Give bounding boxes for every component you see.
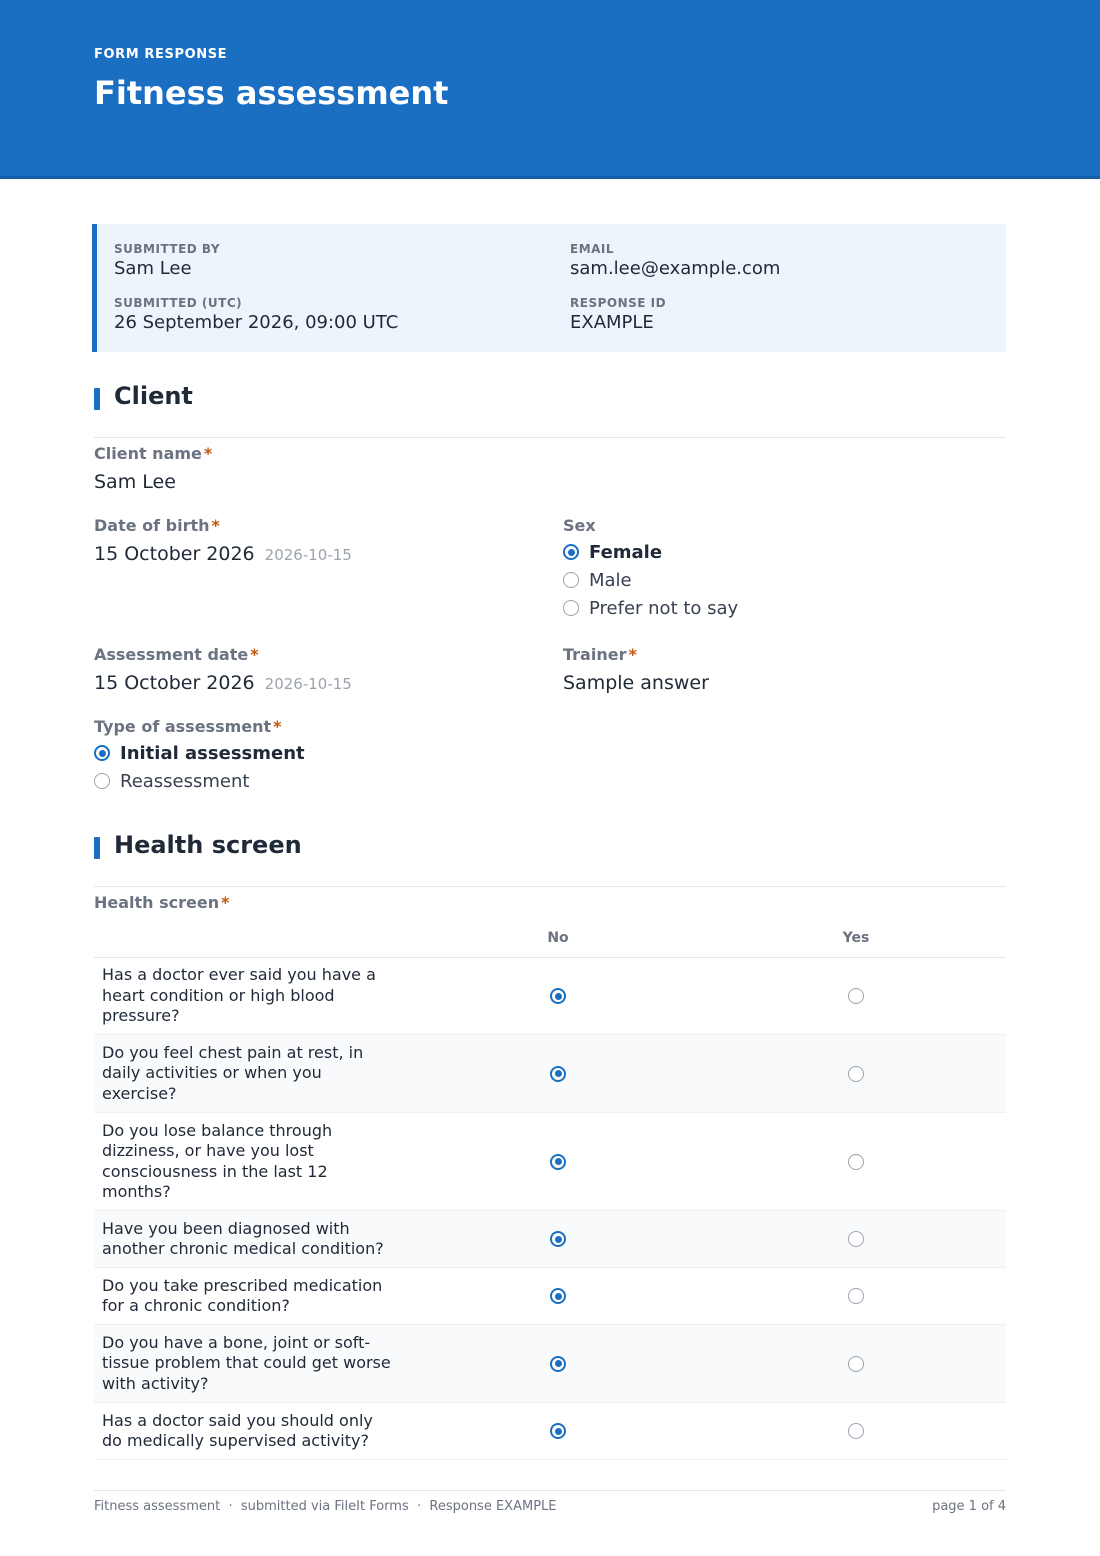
radio-empty-icon	[848, 988, 864, 1004]
assessment-date-value: 15 October 2026	[94, 672, 255, 694]
answer-no-radio[interactable]	[550, 1356, 566, 1372]
submitted-time-label: SUBMITTED (UTC)	[114, 296, 243, 310]
radio-empty-icon	[848, 1356, 864, 1372]
answer-no-radio[interactable]	[550, 1288, 566, 1304]
answer-yes-radio[interactable]	[848, 1231, 864, 1247]
response-id-label: RESPONSE ID	[570, 296, 667, 310]
answer-no-radio[interactable]	[550, 1423, 566, 1439]
answer-yes-radio[interactable]	[848, 988, 864, 1004]
required-mark: *	[221, 893, 230, 912]
required-mark: *	[628, 645, 637, 664]
answer-yes-radio[interactable]	[848, 1356, 864, 1372]
required-mark: *	[250, 645, 259, 664]
page-number: page 1 of 4	[932, 1499, 1006, 1514]
radio-empty-icon	[94, 773, 110, 789]
assessment-type-label: Type of assessment	[94, 717, 272, 736]
client-section-header	[94, 382, 1006, 438]
answer-no-radio[interactable]	[550, 988, 566, 1004]
radio-selected-icon	[550, 1231, 566, 1247]
question-text: Has a doctor said you should only do medically supervised activity?	[102, 1410, 373, 1450]
radio-selected-icon	[550, 988, 566, 1004]
required-mark: *	[203, 444, 213, 463]
radio-selected-icon	[550, 1154, 566, 1170]
type-option-reassessment[interactable]: Reassessment	[94, 767, 305, 795]
question-text: Do you feel chest pain at rest, in daily activities or when you exercise?	[102, 1042, 364, 1103]
table-row	[94, 1403, 1006, 1460]
answer-no-radio[interactable]	[550, 1231, 566, 1247]
assessment-date-iso: 2026-10-15	[264, 675, 352, 693]
assessment-date-field	[94, 645, 352, 694]
answer-yes-radio[interactable]	[848, 1423, 864, 1439]
response-id-value: EXAMPLE	[570, 312, 654, 333]
assessment-date-label: Assessment date	[94, 645, 249, 664]
radio-selected-icon	[550, 1066, 566, 1082]
radio-selected-icon	[550, 1288, 566, 1304]
column-no: No	[547, 930, 569, 946]
health-screen-label: Health screen	[94, 893, 220, 912]
client-name-value: Sam Lee	[94, 471, 176, 493]
dob-label: Date of birth	[94, 516, 210, 535]
question-text: Do you lose balance through dizziness, or have you lost consciousness in the last 12 months?	[102, 1120, 333, 1201]
radio-selected-icon	[550, 1423, 566, 1439]
health-section-header	[94, 831, 1006, 887]
submitted-by-value: Sam Lee	[114, 258, 192, 279]
sex-option-female[interactable]: Female	[563, 538, 738, 566]
page-header	[0, 0, 1100, 179]
client-name-field	[94, 444, 212, 493]
email-label: EMAIL	[570, 242, 615, 256]
radio-empty-icon	[563, 572, 579, 588]
radio-empty-icon	[848, 1288, 864, 1304]
health-section-title: Health screen	[114, 831, 302, 859]
required-mark: *	[211, 516, 220, 535]
trainer-field	[563, 645, 709, 694]
header-kicker: FORM RESPONSE	[94, 47, 228, 62]
type-option-initial[interactable]: Initial assessment	[94, 739, 305, 767]
table-row	[94, 1211, 1006, 1268]
table-row	[94, 958, 1006, 1035]
page-title: Fitness assessment	[94, 74, 449, 112]
section-accent-bar	[94, 388, 100, 410]
answer-yes-radio[interactable]	[848, 1154, 864, 1170]
page-footer	[94, 1490, 1006, 1514]
question-text: Do you have a bone, joint or soft-tissue problem that could get worse with activity?	[102, 1332, 391, 1393]
section-accent-bar	[94, 837, 100, 859]
dob-iso: 2026-10-15	[264, 546, 352, 564]
grid-header	[94, 924, 1006, 958]
radio-selected-icon	[563, 544, 579, 560]
submission-meta	[92, 224, 1006, 352]
health-screen-grid	[94, 924, 1006, 1460]
radio-empty-icon	[563, 600, 579, 616]
sex-field	[563, 516, 738, 622]
table-row	[94, 1113, 1006, 1211]
trainer-label: Trainer	[563, 645, 627, 664]
trainer-value: Sample answer	[563, 672, 709, 694]
radio-selected-icon	[94, 745, 110, 761]
client-name-label: Client name	[94, 444, 202, 463]
question-text: Have you been diagnosed with another chronic medical condition?	[102, 1218, 384, 1258]
answer-no-radio[interactable]	[550, 1154, 566, 1170]
client-section-title: Client	[114, 382, 193, 410]
dob-value: 15 October 2026	[94, 543, 255, 565]
submitted-time-value: 26 September 2026, 09:00 UTC	[114, 312, 399, 333]
answer-no-radio[interactable]	[550, 1066, 566, 1082]
footer-info: Fitness assessment · submitted via FileIt Forms · Response EXAMPLE	[94, 1499, 557, 1514]
radio-selected-icon	[550, 1356, 566, 1372]
sex-option-male[interactable]: Male	[563, 566, 738, 594]
radio-empty-icon	[848, 1423, 864, 1439]
answer-yes-radio[interactable]	[848, 1066, 864, 1082]
column-yes: Yes	[842, 930, 870, 946]
required-mark: *	[273, 717, 282, 736]
radio-empty-icon	[848, 1154, 864, 1170]
answer-yes-radio[interactable]	[848, 1288, 864, 1304]
radio-empty-icon	[848, 1231, 864, 1247]
table-row	[94, 1325, 1006, 1403]
table-row	[94, 1268, 1006, 1325]
sex-label: Sex	[563, 516, 596, 535]
email-value: sam.lee@example.com	[570, 258, 781, 279]
question-text: Do you take prescribed medication for a chronic condition?	[102, 1275, 383, 1315]
dob-field	[94, 516, 352, 565]
assessment-type-field	[94, 717, 305, 795]
sex-option-prefer-not[interactable]: Prefer not to say	[563, 594, 738, 622]
question-text: Has a doctor ever said you have a heart condition or high blood pressure?	[102, 965, 376, 1026]
radio-empty-icon	[848, 1066, 864, 1082]
submitted-by-label: SUBMITTED BY	[114, 242, 221, 256]
table-row	[94, 1035, 1006, 1113]
health-screen-label-wrap	[94, 893, 230, 912]
